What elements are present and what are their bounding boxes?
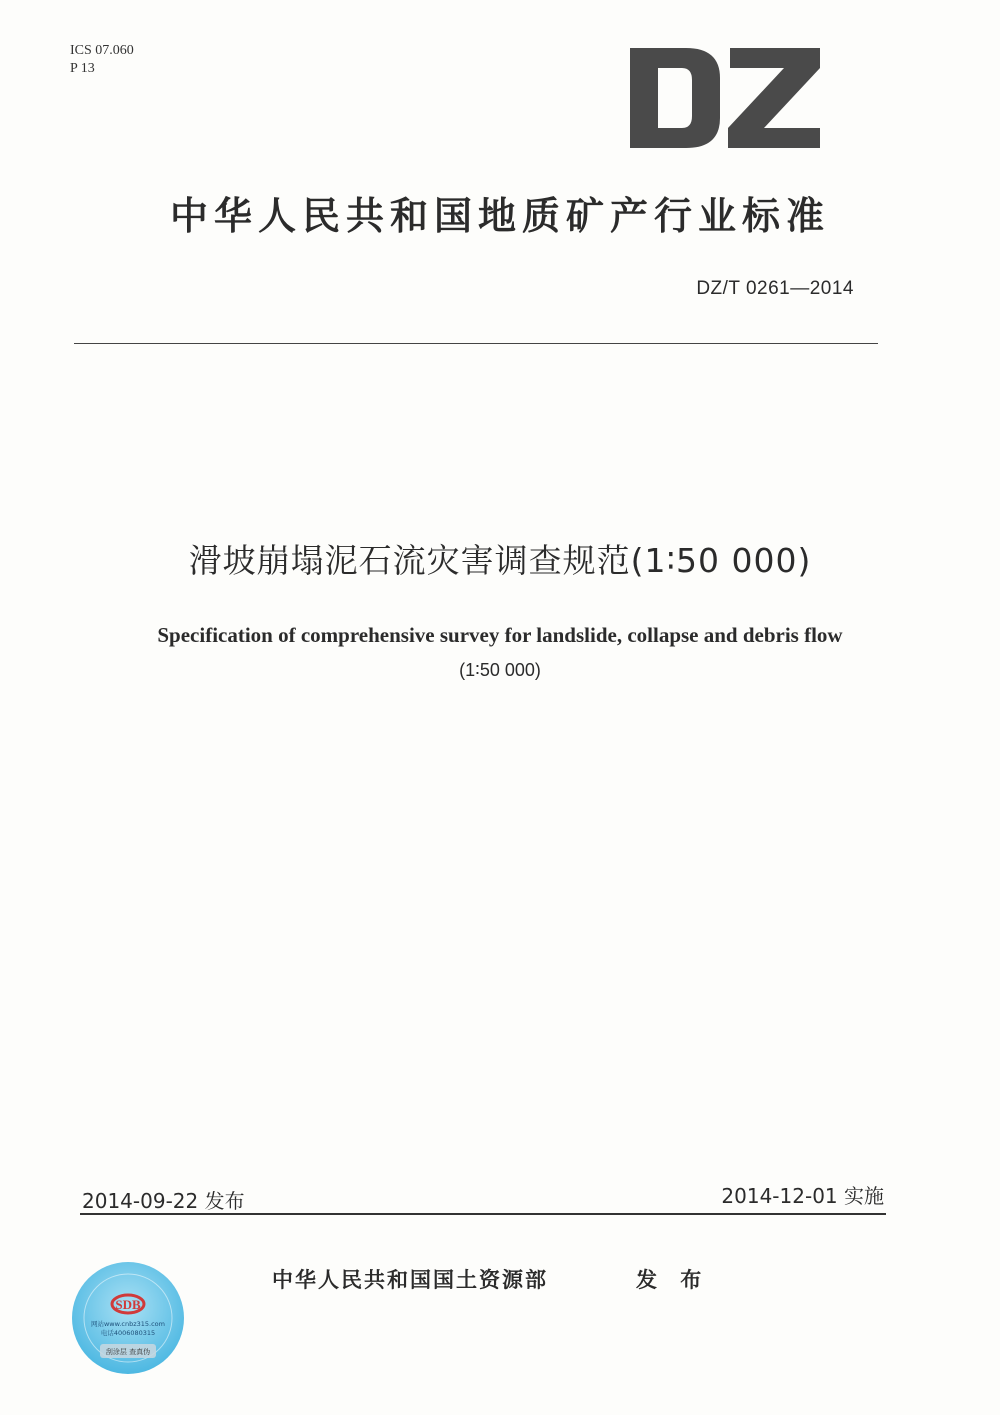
anti-counterfeit-seal	[70, 1260, 186, 1376]
seal-website: 网站www.cnbz315.com	[90, 1320, 166, 1328]
dz-logo-letter-d	[630, 48, 720, 148]
dz-logo-letter-z	[728, 48, 820, 148]
issuing-authority: 中华人民共和国国土资源部	[272, 1268, 548, 1292]
standard-category-title: 中华人民共和国地质矿产行业标准	[169, 194, 830, 238]
document-title-cn: 滑坡崩塌泥石流灾害调查规范(1∶50 000)	[188, 541, 812, 580]
ccs-code: P 13	[70, 61, 95, 76]
header-divider	[74, 343, 878, 344]
ics-code: ICS 07.060	[70, 43, 134, 58]
classification-codes	[70, 42, 134, 78]
svg-text:SDB: SDB	[115, 1297, 141, 1312]
footer-divider	[80, 1213, 886, 1215]
document-title-en: Specification of comprehensive survey for landslide, collapse and debris flow	[157, 623, 843, 647]
publish-date: 2014-09-22 发布	[82, 1189, 245, 1213]
seal-logo-icon	[112, 1295, 144, 1313]
implement-date: 2014-12-01 实施	[721, 1184, 884, 1208]
standard-code: DZ/T 0261—2014	[696, 278, 854, 299]
seal-phone: 电话4006080315	[100, 1329, 156, 1337]
issue-label: 发 布	[636, 1268, 710, 1292]
seal-scratch-label: 刮涂层 查真伪	[105, 1348, 151, 1356]
dz-logo	[628, 48, 822, 148]
document-title-en-scale: (1∶50 000)	[459, 660, 541, 680]
